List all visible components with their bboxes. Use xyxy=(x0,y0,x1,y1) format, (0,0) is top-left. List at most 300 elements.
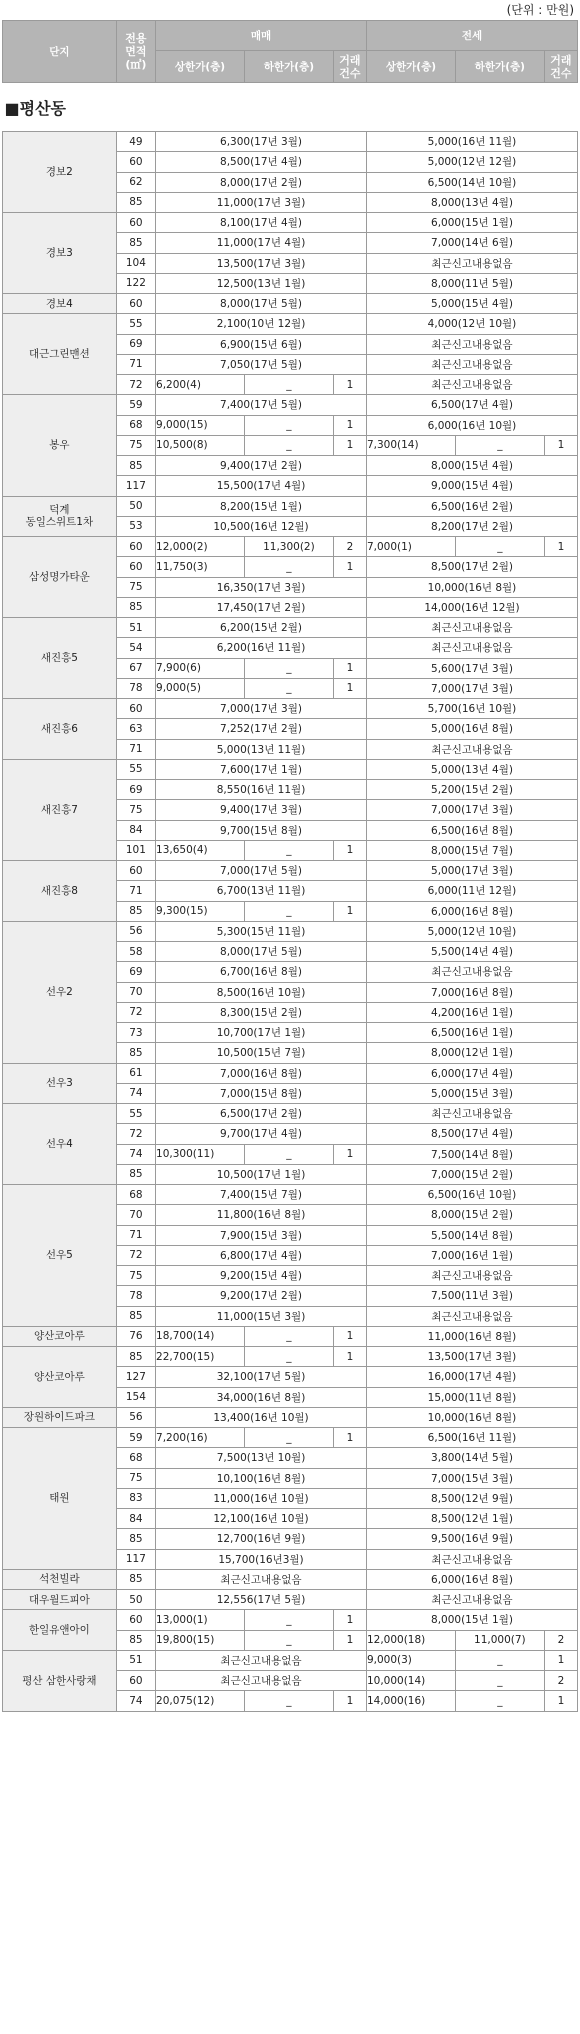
sale-lower: _ xyxy=(244,1347,333,1367)
table-row xyxy=(3,1569,578,1589)
complex-name: 새진흥5 xyxy=(3,618,117,699)
area-cell: 78 xyxy=(116,1286,155,1306)
sale-upper: 13,000(1) xyxy=(156,1610,245,1630)
lease-count: 2 xyxy=(544,1671,577,1691)
area-cell: 122 xyxy=(116,273,155,293)
lease-upper: 7,300(14) xyxy=(366,435,455,455)
area-cell: 55 xyxy=(116,1104,155,1124)
area-cell: 85 xyxy=(116,597,155,617)
complex-name: 경보3 xyxy=(3,213,117,294)
table-row xyxy=(3,213,578,233)
sale-count: 1 xyxy=(333,901,366,921)
complex-name: 한일유앤아이 xyxy=(3,1610,117,1651)
sale-upper: 20,075(12) xyxy=(156,1691,245,1711)
lease-price: 8,000(11년 5월) xyxy=(366,273,577,293)
table-row xyxy=(3,1104,578,1124)
area-cell: 85 xyxy=(116,1630,155,1650)
area-cell: 85 xyxy=(116,1306,155,1326)
area-cell: 75 xyxy=(116,1266,155,1286)
area-cell: 55 xyxy=(116,314,155,334)
area-cell: 85 xyxy=(116,456,155,476)
area-cell: 85 xyxy=(116,1043,155,1063)
area-cell: 55 xyxy=(116,759,155,779)
sale-price: 13,500(17년 3월) xyxy=(156,253,367,273)
table-row xyxy=(3,921,578,941)
lease-price: 5,000(13년 4월) xyxy=(366,759,577,779)
sale-price: 10,500(15년 7월) xyxy=(156,1043,367,1063)
sale-price: 6,200(16년 11월) xyxy=(156,638,367,658)
sale-price: 5,300(15년 11월) xyxy=(156,921,367,941)
sale-count: 2 xyxy=(333,537,366,557)
lease-price: 9,500(16년 9월) xyxy=(366,1529,577,1549)
area-cell: 56 xyxy=(116,921,155,941)
area-cell: 117 xyxy=(116,476,155,496)
sale-price: 7,000(17년 3월) xyxy=(156,699,367,719)
sale-count: 1 xyxy=(333,1610,366,1630)
sale-price: 최근신고내용없음 xyxy=(156,1569,367,1589)
lease-price: 6,500(16년 1월) xyxy=(366,1023,577,1043)
lease-upper: 7,000(1) xyxy=(366,537,455,557)
lease-price: 최근신고내용없음 xyxy=(366,962,577,982)
lease-price: 5,000(15년 3월) xyxy=(366,1083,577,1103)
complex-name: 태원 xyxy=(3,1428,117,1570)
area-cell: 71 xyxy=(116,739,155,759)
area-cell: 59 xyxy=(116,1428,155,1448)
sale-price: 8,000(17년 2월) xyxy=(156,172,367,192)
sale-price: 최근신고내용없음 xyxy=(156,1650,367,1670)
lease-price: 8,500(12년 9월) xyxy=(366,1488,577,1508)
sale-price: 9,700(15년 8월) xyxy=(156,820,367,840)
area-cell: 85 xyxy=(116,1569,155,1589)
area-cell: 69 xyxy=(116,780,155,800)
sale-price: 6,500(17년 2월) xyxy=(156,1104,367,1124)
area-cell: 78 xyxy=(116,678,155,698)
lease-lower: _ xyxy=(455,1650,544,1670)
sale-upper: 9,000(5) xyxy=(156,678,245,698)
complex-name: 평산 삼한사랑채 xyxy=(3,1650,117,1711)
lease-price: 5,200(15년 2월) xyxy=(366,780,577,800)
sale-price: 12,700(16년 9월) xyxy=(156,1529,367,1549)
lease-price: 5,600(17년 3월) xyxy=(366,658,577,678)
lease-price: 8,000(13년 4월) xyxy=(366,192,577,212)
table-row xyxy=(3,618,578,638)
sale-price: 7,050(17년 5월) xyxy=(156,354,367,374)
lease-price: 8,000(15년 2월) xyxy=(366,1205,577,1225)
lease-count: 1 xyxy=(544,435,577,455)
section-title: ■평산동 xyxy=(3,83,578,132)
area-cell: 51 xyxy=(116,618,155,638)
unit-label: (단위 : 만원) xyxy=(506,3,574,17)
lease-price: 10,000(16년 8월) xyxy=(366,577,577,597)
lease-price: 5,000(15년 4월) xyxy=(366,294,577,314)
lease-count: 1 xyxy=(544,1691,577,1711)
area-cell: 75 xyxy=(116,800,155,820)
sale-price: 13,400(16년 10월) xyxy=(156,1407,367,1427)
sale-price: 8,200(15년 1월) xyxy=(156,496,367,516)
area-cell: 74 xyxy=(116,1083,155,1103)
lease-lower: _ xyxy=(455,435,544,455)
complex-name: 선우4 xyxy=(3,1104,117,1185)
sale-price: 11,000(15년 3월) xyxy=(156,1306,367,1326)
area-cell: 50 xyxy=(116,496,155,516)
lease-price: 6,500(16년 2월) xyxy=(366,496,577,516)
sale-price: 2,100(10년 12월) xyxy=(156,314,367,334)
lease-price: 5,000(16년 8월) xyxy=(366,719,577,739)
sale-lower: _ xyxy=(244,415,333,435)
table-row xyxy=(3,1650,578,1670)
lease-price: 7,000(14년 6월) xyxy=(366,233,577,253)
lease-upper: 9,000(3) xyxy=(366,1650,455,1670)
lease-price: 7,000(15년 2월) xyxy=(366,1164,577,1184)
complex-name: 선우3 xyxy=(3,1063,117,1104)
complex-name: 양산코아루 xyxy=(3,1347,117,1408)
sale-count: 1 xyxy=(333,1347,366,1367)
area-cell: 72 xyxy=(116,1124,155,1144)
sale-price: 10,700(17년 1월) xyxy=(156,1023,367,1043)
header-lease-count: 거래 건수 xyxy=(544,51,577,83)
lease-price: 8,000(12년 1월) xyxy=(366,1043,577,1063)
area-cell: 154 xyxy=(116,1387,155,1407)
lease-price: 6,000(17년 4월) xyxy=(366,1063,577,1083)
sale-upper: 10,300(11) xyxy=(156,1144,245,1164)
lease-price: 15,000(11년 8월) xyxy=(366,1387,577,1407)
lease-price: 6,000(11년 12월) xyxy=(366,881,577,901)
area-cell: 83 xyxy=(116,1488,155,1508)
complex-name: 대근그린맨션 xyxy=(3,314,117,395)
sale-price: 11,000(17년 4월) xyxy=(156,233,367,253)
table-row xyxy=(3,699,578,719)
area-cell: 70 xyxy=(116,982,155,1002)
sale-price: 8,300(15년 2월) xyxy=(156,1002,367,1022)
sale-count: 1 xyxy=(333,1691,366,1711)
table-row xyxy=(3,1063,578,1083)
lease-price: 13,500(17년 3월) xyxy=(366,1347,577,1367)
table-row xyxy=(3,1428,578,1448)
lease-price: 5,500(14년 8월) xyxy=(366,1225,577,1245)
lease-price: 최근신고내용없음 xyxy=(366,1549,577,1569)
table-row xyxy=(3,1407,578,1427)
lease-price: 7,000(17년 3월) xyxy=(366,800,577,820)
sale-count: 1 xyxy=(333,840,366,860)
sale-price: 8,000(17년 5월) xyxy=(156,942,367,962)
sale-lower: _ xyxy=(244,1144,333,1164)
lease-price: 최근신고내용없음 xyxy=(366,1104,577,1124)
complex-name: 덕계 동일스위트1차 xyxy=(3,496,117,537)
complex-name: 새진흥7 xyxy=(3,759,117,860)
sale-count: 1 xyxy=(333,557,366,577)
sale-price: 12,556(17년 5월) xyxy=(156,1590,367,1610)
lease-price: 최근신고내용없음 xyxy=(366,334,577,354)
lease-price: 8,000(15년 7월) xyxy=(366,840,577,860)
area-cell: 60 xyxy=(116,861,155,881)
sale-price: 6,700(16년 8월) xyxy=(156,962,367,982)
lease-price: 8,200(17년 2월) xyxy=(366,516,577,536)
area-cell: 71 xyxy=(116,354,155,374)
sale-price: 7,600(17년 1월) xyxy=(156,759,367,779)
sale-price: 10,500(17년 1월) xyxy=(156,1164,367,1184)
table-row xyxy=(3,1610,578,1630)
complex-name: 새진흥6 xyxy=(3,699,117,760)
area-cell: 75 xyxy=(116,435,155,455)
area-cell: 59 xyxy=(116,395,155,415)
sale-upper: 9,300(15) xyxy=(156,901,245,921)
sale-price: 7,000(17년 5월) xyxy=(156,861,367,881)
sale-price: 7,000(16년 8월) xyxy=(156,1063,367,1083)
lease-price: 16,000(17년 4월) xyxy=(366,1367,577,1387)
header-area: 전용 면적 (㎡) xyxy=(116,21,155,83)
sale-price: 10,100(16년 8월) xyxy=(156,1468,367,1488)
lease-price: 7,000(16년 1월) xyxy=(366,1245,577,1265)
lease-price: 7,000(15년 3월) xyxy=(366,1468,577,1488)
lease-price: 최근신고내용없음 xyxy=(366,739,577,759)
sale-price: 7,252(17년 2월) xyxy=(156,719,367,739)
sale-price: 8,100(17년 4월) xyxy=(156,213,367,233)
sale-lower: _ xyxy=(244,1326,333,1346)
sale-price: 7,500(13년 10월) xyxy=(156,1448,367,1468)
area-cell: 51 xyxy=(116,1650,155,1670)
header-sale: 매매 xyxy=(156,21,367,51)
header-sale-count: 거래 건수 xyxy=(333,51,366,83)
sale-price: 6,200(15년 2월) xyxy=(156,618,367,638)
lease-price: 5,000(12년 10월) xyxy=(366,921,577,941)
area-cell: 69 xyxy=(116,334,155,354)
area-cell: 60 xyxy=(116,294,155,314)
area-cell: 84 xyxy=(116,820,155,840)
sale-lower: _ xyxy=(244,1610,333,1630)
sale-price: 5,000(13년 11월) xyxy=(156,739,367,759)
sale-lower: _ xyxy=(244,435,333,455)
sale-count: 1 xyxy=(333,1144,366,1164)
area-cell: 85 xyxy=(116,1164,155,1184)
sale-price: 12,500(13년 1월) xyxy=(156,273,367,293)
sale-price: 7,900(15년 3월) xyxy=(156,1225,367,1245)
lease-price: 최근신고내용없음 xyxy=(366,1306,577,1326)
complex-name: 삼성명가타운 xyxy=(3,537,117,618)
area-cell: 127 xyxy=(116,1367,155,1387)
lease-count: 1 xyxy=(544,537,577,557)
area-cell: 60 xyxy=(116,699,155,719)
table-row xyxy=(3,294,578,314)
lease-price: 9,000(15년 4월) xyxy=(366,476,577,496)
area-cell: 53 xyxy=(116,516,155,536)
area-cell: 63 xyxy=(116,719,155,739)
area-cell: 54 xyxy=(116,638,155,658)
area-cell: 60 xyxy=(116,1671,155,1691)
area-cell: 49 xyxy=(116,132,155,152)
sale-count: 1 xyxy=(333,415,366,435)
table-row xyxy=(3,1326,578,1346)
sale-upper: 10,500(8) xyxy=(156,435,245,455)
area-cell: 104 xyxy=(116,253,155,273)
area-cell: 73 xyxy=(116,1023,155,1043)
sale-count: 1 xyxy=(333,1630,366,1650)
lease-price: 6,500(16년 10월) xyxy=(366,1185,577,1205)
complex-name: 양산코아루 xyxy=(3,1326,117,1346)
sale-upper: 6,200(4) xyxy=(156,375,245,395)
area-cell: 75 xyxy=(116,577,155,597)
lease-price: 최근신고내용없음 xyxy=(366,1266,577,1286)
lease-price: 14,000(16년 12월) xyxy=(366,597,577,617)
sale-lower: _ xyxy=(244,375,333,395)
area-cell: 60 xyxy=(116,152,155,172)
area-cell: 74 xyxy=(116,1691,155,1711)
sale-lower: _ xyxy=(244,1691,333,1711)
area-cell: 68 xyxy=(116,1185,155,1205)
sale-price: 9,400(17년 2월) xyxy=(156,456,367,476)
sale-price: 10,500(16년 12월) xyxy=(156,516,367,536)
area-cell: 60 xyxy=(116,213,155,233)
area-cell: 76 xyxy=(116,1326,155,1346)
area-cell: 101 xyxy=(116,840,155,860)
sale-price: 32,100(17년 5월) xyxy=(156,1367,367,1387)
lease-count: 2 xyxy=(544,1630,577,1650)
complex-name: 경보2 xyxy=(3,132,117,213)
complex-name: 봉우 xyxy=(3,395,117,496)
lease-price: 8,500(12년 1월) xyxy=(366,1509,577,1529)
lease-upper: 14,000(16) xyxy=(366,1691,455,1711)
lease-price: 5,000(12년 12월) xyxy=(366,152,577,172)
sale-lower: _ xyxy=(244,557,333,577)
sale-count: 1 xyxy=(333,678,366,698)
sale-upper: 19,800(15) xyxy=(156,1630,245,1650)
area-cell: 85 xyxy=(116,901,155,921)
sale-lower: 11,300(2) xyxy=(244,537,333,557)
lease-price: 6,000(16년 10월) xyxy=(366,415,577,435)
sale-price: 11,800(16년 8월) xyxy=(156,1205,367,1225)
sale-count: 1 xyxy=(333,435,366,455)
table-row xyxy=(3,1185,578,1205)
complex-name: 새진흥8 xyxy=(3,861,117,922)
lease-price: 4,000(12년 10월) xyxy=(366,314,577,334)
lease-lower: 11,000(7) xyxy=(455,1630,544,1650)
sale-count: 1 xyxy=(333,375,366,395)
lease-price: 최근신고내용없음 xyxy=(366,375,577,395)
lease-price: 7,000(17년 3월) xyxy=(366,678,577,698)
lease-price: 10,000(16년 8월) xyxy=(366,1407,577,1427)
lease-price: 11,000(16년 8월) xyxy=(366,1326,577,1346)
header-lease-lower: 하한가(층) xyxy=(455,51,544,83)
area-cell: 85 xyxy=(116,1347,155,1367)
table-row xyxy=(3,1347,578,1367)
sale-price: 9,200(17년 2월) xyxy=(156,1286,367,1306)
area-cell: 67 xyxy=(116,658,155,678)
lease-price: 최근신고내용없음 xyxy=(366,618,577,638)
lease-upper: 10,000(14) xyxy=(366,1671,455,1691)
sale-price: 11,000(17년 3월) xyxy=(156,192,367,212)
table-row xyxy=(3,1590,578,1610)
table-row xyxy=(3,395,578,415)
lease-upper: 12,000(18) xyxy=(366,1630,455,1650)
area-cell: 62 xyxy=(116,172,155,192)
sale-price: 7,000(15년 8월) xyxy=(156,1083,367,1103)
table-row xyxy=(3,132,578,152)
sale-lower: _ xyxy=(244,1428,333,1448)
lease-price: 최근신고내용없음 xyxy=(366,1590,577,1610)
lease-price: 7,000(16년 8월) xyxy=(366,982,577,1002)
area-cell: 117 xyxy=(116,1549,155,1569)
sale-price: 11,000(16년 10월) xyxy=(156,1488,367,1508)
sale-upper: 11,750(3) xyxy=(156,557,245,577)
lease-price: 6,000(15년 1월) xyxy=(366,213,577,233)
sale-price: 8,500(17년 4월) xyxy=(156,152,367,172)
area-cell: 68 xyxy=(116,1448,155,1468)
area-cell: 68 xyxy=(116,415,155,435)
sale-price: 9,400(17년 3월) xyxy=(156,800,367,820)
sale-price: 6,700(13년 11월) xyxy=(156,881,367,901)
sale-price: 12,100(16년 10월) xyxy=(156,1509,367,1529)
sale-price: 6,900(15년 6월) xyxy=(156,334,367,354)
sale-upper: 13,650(4) xyxy=(156,840,245,860)
sale-price: 6,300(17년 3월) xyxy=(156,132,367,152)
lease-price: 최근신고내용없음 xyxy=(366,253,577,273)
area-cell: 85 xyxy=(116,192,155,212)
sale-price: 최근신고내용없음 xyxy=(156,1671,367,1691)
table-row xyxy=(3,537,578,557)
lease-price: 6,500(14년 10월) xyxy=(366,172,577,192)
lease-price: 5,000(17년 3월) xyxy=(366,861,577,881)
area-cell: 60 xyxy=(116,1610,155,1630)
lease-price: 6,500(17년 4월) xyxy=(366,395,577,415)
area-cell: 74 xyxy=(116,1144,155,1164)
area-cell: 85 xyxy=(116,1529,155,1549)
area-cell: 61 xyxy=(116,1063,155,1083)
header-complex: 단지 xyxy=(3,21,117,83)
sale-lower: _ xyxy=(244,678,333,698)
lease-price: 최근신고내용없음 xyxy=(366,354,577,374)
lease-price: 최근신고내용없음 xyxy=(366,638,577,658)
lease-price: 8,500(17년 4월) xyxy=(366,1124,577,1144)
sale-count: 1 xyxy=(333,658,366,678)
sale-price: 16,350(17년 3월) xyxy=(156,577,367,597)
area-cell: 85 xyxy=(116,233,155,253)
lease-price: 6,000(16년 8월) xyxy=(366,901,577,921)
header-lease-upper: 상한가(층) xyxy=(366,51,455,83)
sale-price: 7,400(15년 7월) xyxy=(156,1185,367,1205)
complex-name: 경보4 xyxy=(3,294,117,314)
sale-count: 1 xyxy=(333,1326,366,1346)
lease-lower: _ xyxy=(455,1691,544,1711)
sale-price: 15,500(17년 4월) xyxy=(156,476,367,496)
sale-price: 7,400(17년 5월) xyxy=(156,395,367,415)
price-table xyxy=(2,20,578,1712)
sale-price: 17,450(17년 2월) xyxy=(156,597,367,617)
lease-price: 6,500(16년 11월) xyxy=(366,1428,577,1448)
lease-price: 3,800(14년 5월) xyxy=(366,1448,577,1468)
area-cell: 75 xyxy=(116,1468,155,1488)
lease-price: 4,200(16년 1월) xyxy=(366,1002,577,1022)
area-cell: 60 xyxy=(116,557,155,577)
header-sale-upper: 상한가(층) xyxy=(156,51,245,83)
area-cell: 56 xyxy=(116,1407,155,1427)
sale-price: 9,700(17년 4월) xyxy=(156,1124,367,1144)
header-sale-lower: 하한가(층) xyxy=(244,51,333,83)
sale-price: 8,500(16년 10월) xyxy=(156,982,367,1002)
lease-lower: _ xyxy=(455,1671,544,1691)
lease-price: 7,500(11년 3월) xyxy=(366,1286,577,1306)
lease-price: 7,500(14년 8월) xyxy=(366,1144,577,1164)
sale-lower: _ xyxy=(244,658,333,678)
area-cell: 71 xyxy=(116,881,155,901)
complex-name: 대우월드피아 xyxy=(3,1590,117,1610)
lease-price: 5,500(14년 4월) xyxy=(366,942,577,962)
complex-name: 장원하이드파크 xyxy=(3,1407,117,1427)
header-lease: 전세 xyxy=(366,21,577,51)
sale-price: 6,800(17년 4월) xyxy=(156,1245,367,1265)
sale-count: 1 xyxy=(333,1428,366,1448)
sale-lower: _ xyxy=(244,840,333,860)
sale-upper: 9,000(15) xyxy=(156,415,245,435)
lease-price: 6,500(16년 8월) xyxy=(366,820,577,840)
